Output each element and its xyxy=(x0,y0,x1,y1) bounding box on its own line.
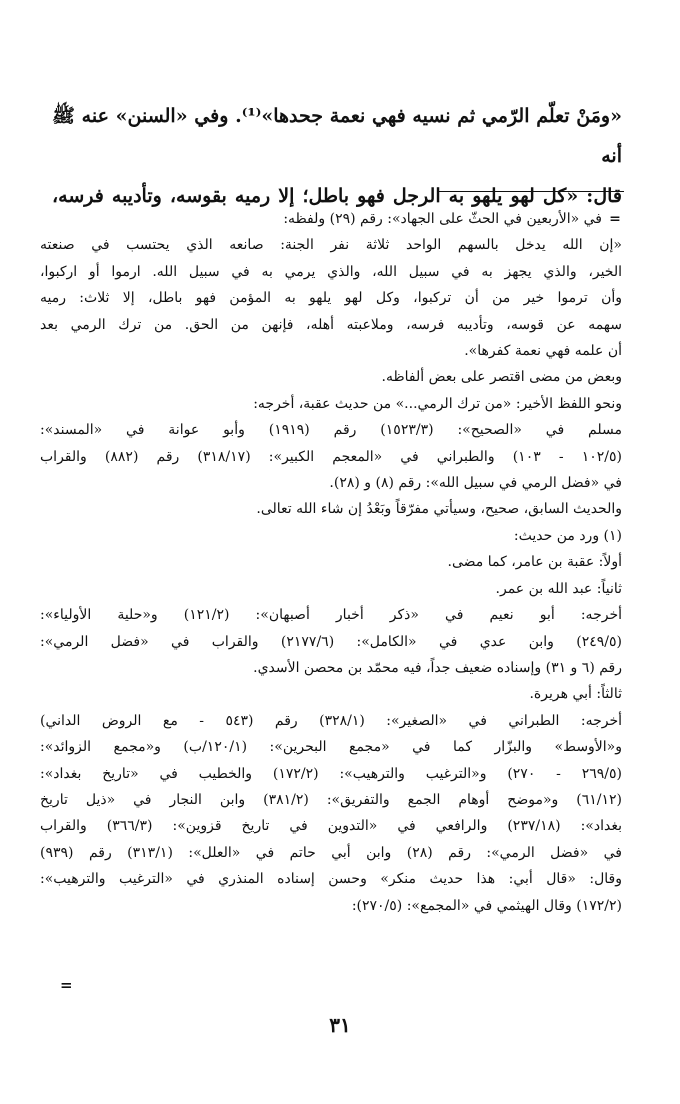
footnote-line: (٢٤٩/٥) وابن عدي في «الكامل»: (٢١٧٧/٦) والقراب في «فضل الرمي»: xyxy=(40,633,622,650)
footnote-line: أولاً: عقبة بن عامر، كما مضى. xyxy=(447,554,622,571)
footnote-line: =في «الأربعين في الحثّ على الجهاد»: رقم (٢٩) ولفظه: xyxy=(40,206,622,232)
footnote-line: بغداد»: (٢٣٧/١٨) والرافعي في «التدوين في تاريخ قزوين»: (٣٦٦/٣) والقراب xyxy=(40,818,622,835)
footnote-line: في «فضل الرمي في سبيل الله»: رقم (٨) و (٢٨). xyxy=(329,475,622,492)
main-text xyxy=(52,96,622,216)
footnote-line: وقال: «قال أبي: هذا حديث منكر» وحسن إسناده المنذري في «الترغيب والترهيب»: xyxy=(40,871,622,888)
footnote-line: أخرجه: أبو نعيم في «ذكر أخبار أصبهان»: (١٢١/٢) و«حلية الأولياء»: xyxy=(40,607,622,624)
footnote-line: ثانياً: عبد الله بن عمر. xyxy=(495,580,622,597)
footnote-line: أخرجه: الطبراني في «الصغير»: (٣٢٨/١) رقم (٥٤٣ - مع الروض الداني) xyxy=(40,712,622,729)
footnote-line: ثالثاً: أبي هريرة. xyxy=(529,686,622,703)
footnote-line: ونحو اللفظ الأخير: «من ترك الرمي...» من حديث عقبة، أخرجه: xyxy=(253,395,622,412)
footnote-line: (١٠٢/٥ - ١٠٣) والطبراني في «المعجم الكبير»: (٣١٨/١٧) رقم (٨٨٢) والقراب xyxy=(40,448,622,465)
footnote-line: «إن الله يدخل بالسهم الواحد ثلاثة نفر الجنة: صانعه الذي يحتسب في صنعته xyxy=(40,237,622,254)
footnote-line: أن علمه فهي نعمة كفرها». xyxy=(464,343,622,360)
footnote-line: والحديث السابق، صحيح، وسيأتي مفرّقاً وبَعْدُ إن شاء الله تعالى. xyxy=(256,501,622,518)
footnote-line: في «فضل الرمي»: رقم (٢٨) وابن أبي حاتم في «العلل»: (٣١٣/١) رقم (٩٣٩) xyxy=(40,844,622,861)
footnote-line: و«الأوسط» والبزّار كما في «مجمع البحرين»: (١٢٠/١/ب) و«مجمع الزوائد»: xyxy=(40,739,622,756)
footnote-line: رقم (٦ و ٣١) وإسناده ضعيف جداً، فيه محمّد بن محصن الأسدي. xyxy=(253,659,622,676)
continues-marker: = xyxy=(60,976,73,994)
continued-marker: = xyxy=(609,211,621,227)
footnotes xyxy=(40,206,622,919)
footnote-line: وأن ترموا خير من أن تركبوا، وكل لهو يلهو به المؤمن فهو باطل، إلا ثلاث: رميه xyxy=(40,290,622,307)
page-number: ٣١ xyxy=(329,1013,351,1037)
footnote-line: سهمه عن قوسه، وتأديبه فرسه، وملاعبته أهله، فإنهن من الحق. من ترك الرمي بعد xyxy=(40,316,622,333)
footnote-line: (٦١/١٢) و«موضح أوهام الجمع والتفريق»: (٣٨١/٢) وابن النجار في «ذيل تاريخ xyxy=(40,791,622,808)
footnote-line: (١٧٢/٢) وقال الهيثمي في «المجمع»: (٢٧٠/٥): xyxy=(351,897,622,914)
footnote-line: وبعض من مضى اقتصر على بعض ألفاظه. xyxy=(381,369,622,386)
footnote-line: الخير، والذي يجهز به في سبيل الله، والذي يرمي به في سبيل الله. ارموا أو اركبوا، xyxy=(40,263,622,280)
footnote-separator xyxy=(439,191,624,192)
footnote-line: مسلم في «الصحيح»: (١٥٢٣/٣) رقم (١٩١٩) وأبو عوانة في «المسند»: xyxy=(40,422,622,439)
footnote-line: (٢٦٩/٥ - ٢٧٠) و«الترغيب والترهيب»: (١٧٢/٢) والخطيب في «تاريخ بغداد»: xyxy=(40,765,622,782)
footnote-line: (١) ورد من حديث: xyxy=(513,527,622,544)
main-line: قال: «كل لهو يلهو به الرجل فهو باطل؛ إلا رميه بقوسه، وتأديبه فرسه، xyxy=(52,185,622,207)
main-line: «ومَنْ تعلّم الرّمي ثم نسيه فهي نعمة جحدها»⁽¹⁾. وفي «السنن» عنه ﷺ أنه xyxy=(52,105,622,167)
